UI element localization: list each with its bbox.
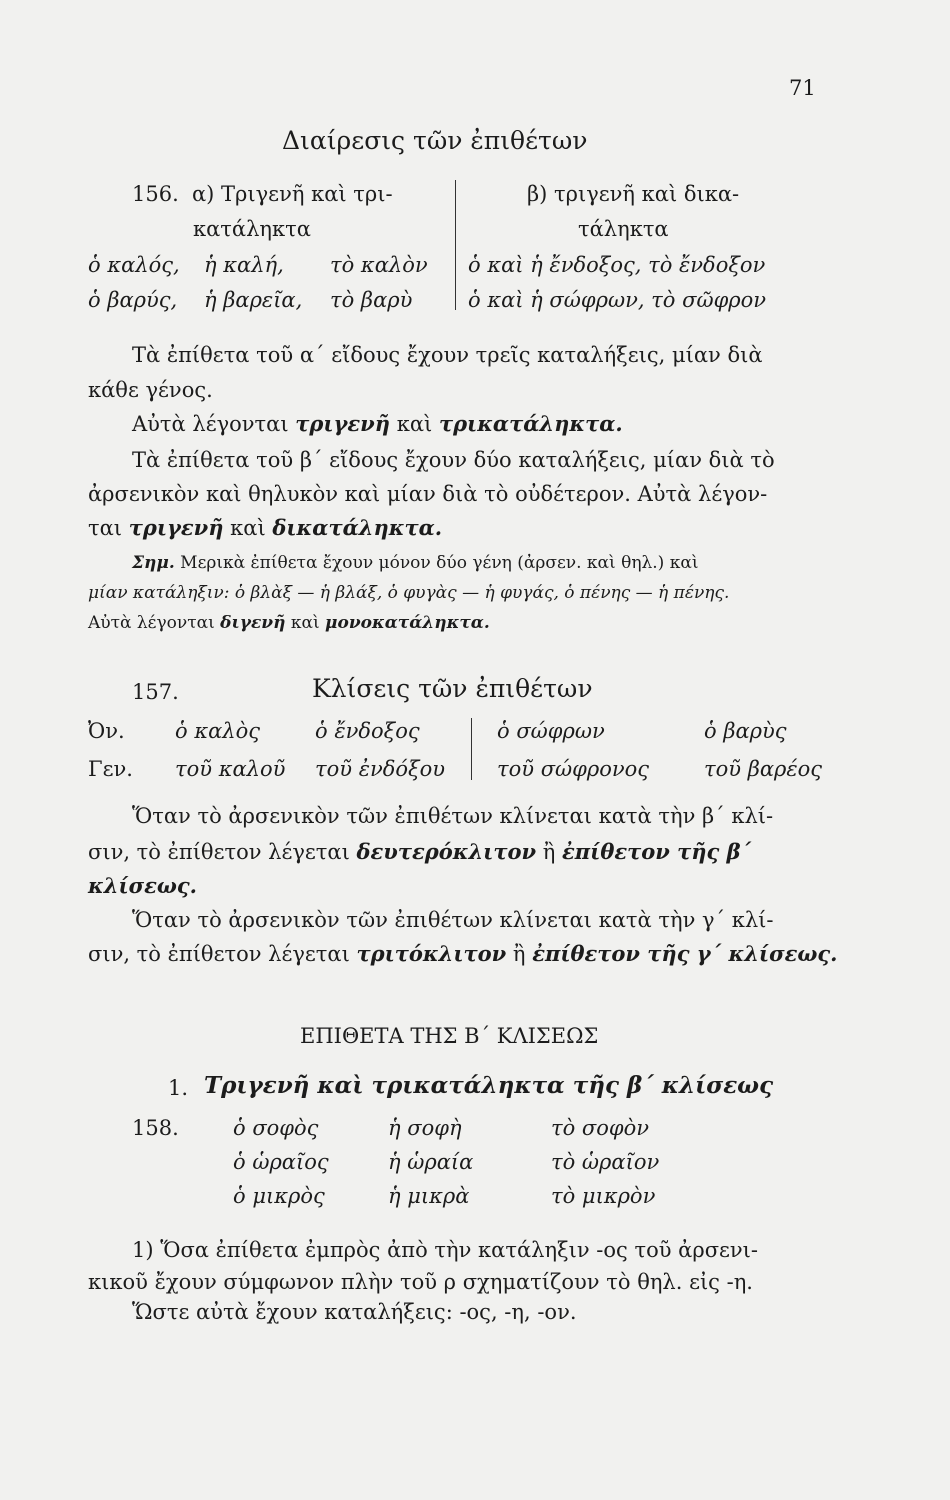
case-nominative: Ὀν. <box>88 719 125 743</box>
decl-nom-4: ὁ βαρὺς <box>704 719 787 743</box>
section-157-title: Κλίσεις τῶν ἐπιθέτων <box>312 674 593 703</box>
para5-line3: Ὥστε αὐτὰ ἔχουν καταλήξεις: -ος, -η, -ον. <box>132 1300 577 1324</box>
col-b-row2: ὁ καὶ ἡ σώφρων, τὸ σῶφρον <box>468 288 767 312</box>
para1-line3: Αὐτὰ λέγονται τριγενῆ καὶ τρικατάληκτα. <box>132 411 623 436</box>
para3-line1: Ὅταν τὸ ἀρσενικὸν τῶν ἐπιθέτων κλίνεται κατὰ τὴν β΄ κλί- <box>132 804 774 828</box>
section-title: Διαίρεσις τῶν ἐπιθέτων <box>282 126 588 155</box>
s158-r1-m: ὁ σοφὸς <box>233 1116 319 1140</box>
decl-nom-1: ὁ καλὸς <box>175 719 260 743</box>
section-number-157: 157. <box>132 680 179 704</box>
col-a-title-1: α) Τριγενῆ καὶ τρι- <box>192 182 393 206</box>
para4-line2: σιν, τὸ ἐπίθετον λέγεται τριτόκλιτον ἢ ἐπίθετον τῆς γ΄ κλίσεως. <box>88 941 838 966</box>
decl-gen-3: τοῦ σώφρονος <box>497 757 650 781</box>
s158-r3-m: ὁ μικρὸς <box>233 1184 325 1208</box>
section-number-158: 158. <box>132 1116 179 1140</box>
decl-gen-2: τοῦ ἐνδόξου <box>315 757 445 781</box>
col-a-title-2: κατάληκτα <box>193 217 311 241</box>
note-line3: Αὐτὰ λέγονται διγενῆ καὶ μονοκατάληκτα. <box>88 613 490 633</box>
col-b-row1: ὁ καὶ ἡ ἔνδοξος, τὸ ἔνδοξον <box>468 253 766 277</box>
s158-r2-n: τὸ ὡραῖον <box>551 1150 660 1174</box>
section-number-156: 156. <box>132 182 179 206</box>
col-a-row2-m: ὁ βαρύς, <box>88 288 178 312</box>
heading-second-declension: ΕΠΙΘΕΤΑ ΤΗΣ Β΄ ΚΛΙΣΕΩΣ <box>300 1024 599 1048</box>
decl-nom-2: ὁ ἔνδοξος <box>315 719 420 743</box>
subheading-number: 1. <box>168 1076 189 1100</box>
decl-gen-4: τοῦ βαρέος <box>704 757 823 781</box>
decl-gen-1: τοῦ καλοῦ <box>175 757 286 781</box>
s158-r1-n: τὸ σοφὸν <box>551 1116 650 1140</box>
para1-line2: κάθε γένος. <box>88 378 213 402</box>
para3-line2: σιν, τὸ ἐπίθετον λέγεται δευτερόκλιτον ἢ ἐπίθετον τῆς β΄ <box>88 839 752 864</box>
col-b-title-2: τάληκτα <box>578 217 669 241</box>
para2-line1: Τὰ ἐπίθετα τοῦ β΄ εἴδους ἔχουν δύο καταλήξεις, μίαν διὰ τὸ <box>132 448 775 472</box>
para5-line1: 1) Ὅσα ἐπίθετα ἐμπρὸς ἀπὸ τὴν κατάληξιν -ος τοῦ ἀρσενι- <box>132 1238 759 1262</box>
subheading-title: Τριγενῆ καὶ τρικατάληκτα τῆς β΄ κλίσεως <box>204 1072 774 1099</box>
s158-r2-m: ὁ ὡραῖος <box>233 1150 329 1174</box>
col-b-title-1: β) τριγενῆ καὶ δικα- <box>527 182 740 206</box>
col-a-row1-f: ἡ καλή, <box>204 253 284 277</box>
case-genitive: Γεν. <box>88 757 133 781</box>
s158-r1-f: ἡ σοφὴ <box>388 1116 462 1140</box>
note-line1: Σημ. Μερικὰ ἐπίθετα ἔχουν μόνον δύο γένη (ἀρσεν. καὶ θηλ.) καὶ <box>132 553 699 573</box>
s158-r3-f: ἡ μικρὰ <box>388 1184 470 1208</box>
note-line2: μίαν κατάληξιν: ὁ βλὰξ — ἡ βλάξ, ὁ φυγὰς — ἡ φυγάς, ὁ πένης — ἡ πένης. <box>88 583 730 603</box>
col-a-row1-n: τὸ καλὸν <box>330 253 428 277</box>
para3-line3: κλίσεως. <box>88 873 197 898</box>
column-divider-157 <box>471 718 472 780</box>
col-a-row2-f: ἡ βαρεῖα, <box>204 288 303 312</box>
col-a-row1-m: ὁ καλός, <box>88 253 180 277</box>
decl-nom-3: ὁ σώφρων <box>497 719 605 743</box>
s158-r3-n: τὸ μικρὸν <box>551 1184 656 1208</box>
s158-r2-f: ἡ ὡραία <box>388 1150 474 1174</box>
para1-line1: Τὰ ἐπίθετα τοῦ α΄ εἴδους ἔχουν τρεῖς καταλήξεις, μίαν διὰ <box>132 343 763 367</box>
para5-line2: κικοῦ ἔχουν σύμφωνον πλὴν τοῦ ρ σχηματίζουν τὸ θηλ. εἰς -η. <box>88 1270 753 1294</box>
para2-line2: ἀρσενικὸν καὶ θηλυκὸν καὶ μίαν διὰ τὸ οὐδέτερον. Αὐτὰ λέγον- <box>88 482 768 506</box>
para2-line3: ται τριγενῆ καὶ δικατάληκτα. <box>88 515 443 540</box>
col-a-row2-n: τὸ βαρὺ <box>330 288 413 312</box>
para4-line1: Ὅταν τὸ ἀρσενικὸν τῶν ἐπιθέτων κλίνεται κατὰ τὴν γ΄ κλί- <box>132 908 774 932</box>
column-divider-156 <box>455 180 456 310</box>
page-number: 71 <box>789 76 816 100</box>
